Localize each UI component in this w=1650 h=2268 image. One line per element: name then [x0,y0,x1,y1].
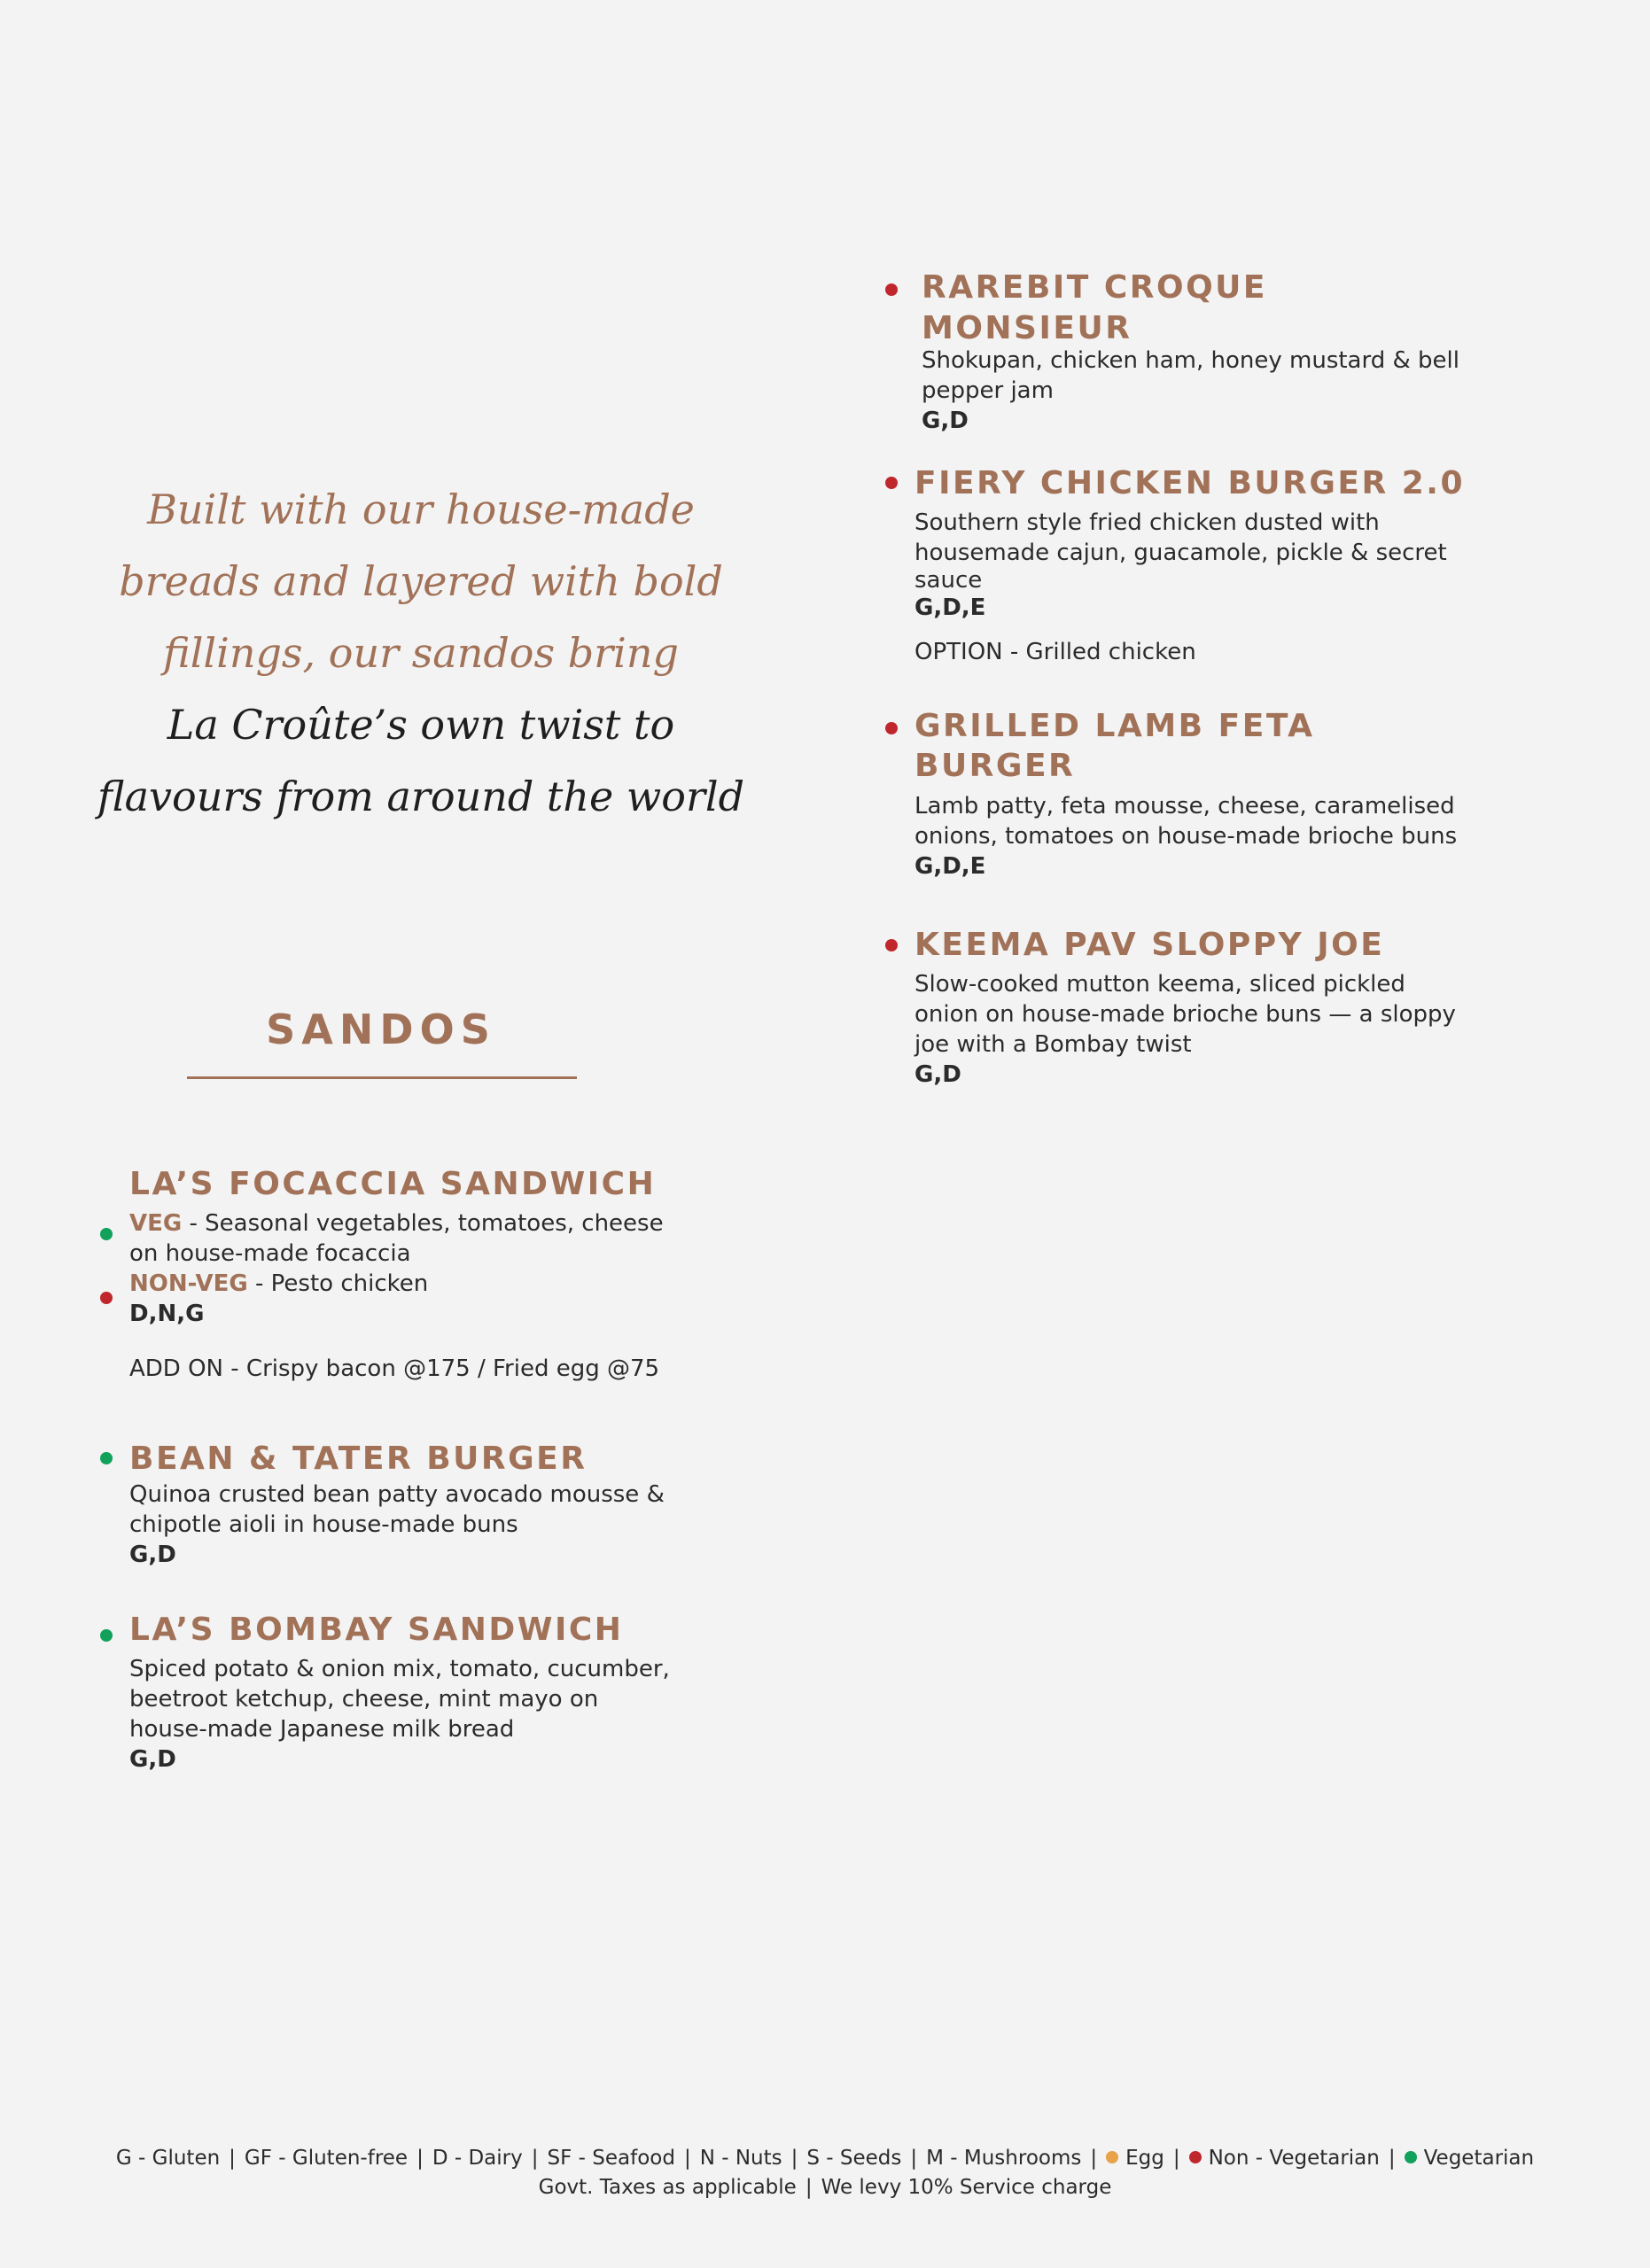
item-allergens: G,D [129,1746,176,1773]
legend-mushrooms: M - Mushrooms [926,2147,1082,2170]
item-description: Spiced potato & onion mix, tomato, cucumber, [129,1656,670,1682]
tagline-line-5: flavours from around the world [97,773,745,820]
item-allergens: G,D [129,1542,176,1568]
non-veg-indicator-icon [1189,2151,1202,2163]
menu-item-fiery-chicken-burger [915,463,1553,667]
footer-charges: Govt. Taxes as applicable | We levy 10% Service charge [538,2176,1112,2199]
item-allergens: G,D,E [915,594,986,621]
section-divider [187,1076,577,1079]
section-title: SANDOS [266,1006,496,1053]
non-veg-indicator-icon [100,1292,113,1304]
item-title: KEEMA PAV SLOPPY JOE [915,927,1385,963]
menu-item-grilled-lamb-feta-burger [915,706,1553,882]
veg-indicator-icon [100,1452,113,1464]
egg-indicator-icon [1106,2151,1118,2163]
item-description: onions, tomatoes on house-made brioche buns [915,823,1458,850]
legend-seeds: S - Seeds [806,2147,902,2170]
item-description: pepper jam [922,377,1054,404]
item-description: beetroot ketchup, cheese, mint mayo on [129,1686,599,1713]
non-veg-label: NON-VEG [129,1270,248,1297]
menu-item-bean-tater-burger [129,1439,767,1570]
item-description: Southern style fried chicken dusted with [915,509,1380,536]
menu-item-keema-pav-sloppy-joe [915,925,1553,1090]
non-veg-indicator-icon [885,284,898,296]
menu-item-las-focaccia-sandwich [129,1164,767,1384]
item-title: GRILLED LAMB FETA [915,708,1315,744]
legend-gluten: G - Gluten [115,2147,221,2170]
tagline-line-1: Built with our house-made [147,485,695,533]
item-title: BURGER [915,748,1076,784]
item-description: chipotle aioli in house-made buns [129,1511,518,1538]
item-description: sauce [915,567,983,594]
item-title: LA’S FOCACCIA SANDWICH [129,1166,657,1202]
item-description: housemade cajun, guacamole, pickle & secret [915,540,1447,566]
item-allergens: D,N,G [129,1301,205,1327]
legend-seafood: SF - Seafood [547,2147,675,2170]
footer-service-charge: We levy 10% Service charge [821,2176,1112,2199]
tagline [84,474,758,833]
tagline-line-2: breads and layered with bold [119,557,723,605]
footer-taxes: Govt. Taxes as applicable [538,2176,797,2199]
item-title: FIERY CHICKEN BURGER 2.0 [915,465,1466,501]
item-allergens: G,D [922,408,969,434]
tagline-line-4: La Croûte’s own twist to [167,701,675,749]
legend-egg: Egg [1125,2147,1164,2170]
item-description: house-made Japanese milk bread [129,1716,515,1743]
legend-vegetarian: Vegetarian [1423,2147,1535,2170]
item-option: OPTION - Grilled chicken [915,639,1196,665]
tagline-line-3: fillings, our sandos bring [163,629,679,677]
item-description: onion on house-made brioche buns — a sloppy [915,1001,1456,1028]
item-description: Slow-cooked mutton keema, sliced pickled [915,971,1405,998]
veg-indicator-icon [100,1629,113,1642]
non-veg-indicator-icon [885,477,898,489]
item-description: Lamb patty, feta mousse, cheese, caramelised [915,793,1455,819]
item-title: LA’S BOMBAY SANDWICH [129,1612,624,1648]
menu-item-rarebit-croque-monsieur [922,268,1542,436]
item-title: RAREBIT CROQUE [922,269,1267,306]
item-variant-non-veg [129,1269,767,1299]
veg-indicator-icon [1405,2151,1417,2163]
non-veg-indicator-icon [885,722,898,734]
menu-item-las-bombay-sandwich [129,1610,767,1775]
item-description: Shokupan, chicken ham, honey mustard & bell [922,347,1459,374]
veg-indicator-icon [100,1228,113,1240]
veg-label: VEG [129,1210,183,1237]
item-description: on house-made focaccia [129,1240,411,1267]
item-description: Quinoa crusted bean patty avocado mousse & [129,1481,665,1508]
item-title: BEAN & TATER BURGER [129,1441,588,1477]
footer-legend: G - Gluten | GF - Gluten-free | D - Dairy | SF - Seafood | N - Nuts | S - Seeds | M - Mushrooms | Egg | Non - Vegetarian | Vegetarian [115,2147,1535,2170]
item-allergens: G,D,E [915,853,986,880]
item-description: joe with a Bombay twist [915,1031,1192,1058]
item-add-on: ADD ON - Crispy bacon @175 / Fried egg @75 [129,1355,660,1382]
legend-dairy: D - Dairy [432,2147,523,2170]
legend-non-vegetarian: Non - Vegetarian [1208,2147,1380,2170]
legend-nuts: N - Nuts [699,2147,782,2170]
non-veg-indicator-icon [885,939,898,951]
item-variant-veg [129,1208,767,1239]
non-veg-description: - Pesto chicken [247,1270,429,1297]
veg-description: - Seasonal vegetables, tomatoes, cheese [182,1210,664,1237]
legend-gluten-free: GF - Gluten-free [244,2147,409,2170]
item-title: MONSIEUR [922,310,1132,346]
item-allergens: G,D [915,1061,961,1088]
